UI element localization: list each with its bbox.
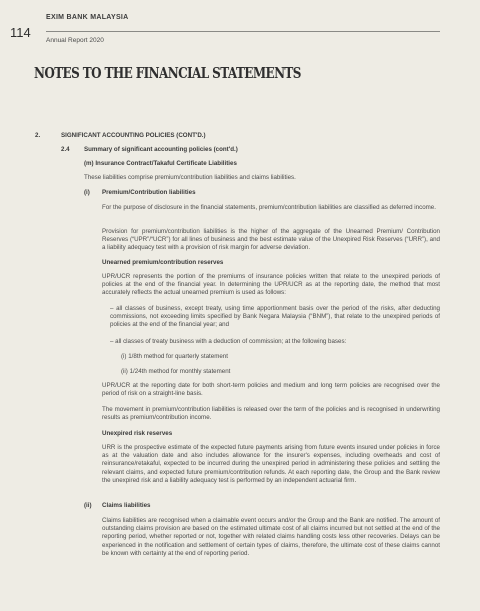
item-m-heading: (m) Insurance Contract/Takaful Certificate Liabilities <box>84 160 237 167</box>
subsection-number: 2.4 <box>61 146 70 153</box>
page-number: 114 <box>10 25 31 40</box>
section-number: 2. <box>35 132 41 139</box>
sub-list-item: (i) 1/8th method for quarterly statement <box>121 353 228 360</box>
item-ii-number: (ii) <box>84 502 92 509</box>
sub-list-item: (ii) 1/24th method for monthly statement <box>121 368 231 375</box>
item-ii-heading: Claims liabilities <box>102 502 151 509</box>
section-heading: SIGNIFICANT ACCOUNTING POLICIES (CONT'D.) <box>61 132 206 139</box>
item-m-intro: These liabilities comprise premium/contribution liabilities and claims liabilities. <box>84 174 296 181</box>
bullet-item: – all classes of business, except treaty, using time apportionment basis over the period of the risks, after deducting commissions, not exceeding limits specified by Bank Negara Malaysia (“BNM”), that relate to the unexpired periods of policies at the end of the financial year; and <box>110 305 440 329</box>
bullet-item: – all classes of treaty business with a deduction of commission; at the following bases: <box>110 338 347 345</box>
header-divider <box>46 31 440 32</box>
item-i-paragraph-4: UPR/UCR at the reporting date for both short-term policies and medium and long term policies are recognised over the period of risk on a straight-line basis. <box>102 382 440 398</box>
page-header <box>0 0 480 60</box>
bank-name: EXIM BANK MALAYSIA <box>46 14 129 21</box>
unexpired-reserves-heading: Unexpired risk reserves <box>102 430 173 437</box>
subsection-heading: Summary of significant accounting policies (cont'd.) <box>84 146 238 153</box>
item-i-number: (i) <box>84 189 90 196</box>
item-i-paragraph-2: Provision for premium/contribution liabilities is the higher of the aggregate of the Unearned Premium/ Contribution Reserves (“UPR”/“UCR”) for all lines of business and the best estimate value of the Unexpired Risk Reserves (“URR”), and a liability adequacy test with a provision of risk margin for adverse deviation. <box>102 228 440 252</box>
item-i-paragraph-1: For the purpose of disclosure in the financial statements, premium/contribution liabilities are classified as deferred income. <box>102 204 436 211</box>
unearned-reserves-heading: Unearned premium/contribution reserves <box>102 259 224 266</box>
report-name: Annual Report 2020 <box>46 37 104 44</box>
item-i-heading: Premium/Contribution liabilities <box>102 189 196 196</box>
item-ii-paragraph-1: Claims liabilities are recognised when a claimable event occurs and/or the Group and the Bank are notified. The amount of outstanding claims provision are based on the estimated ultimate cost of all claims incurred but not settled at the end of the reporting period, whether reported or not, together with related claims handling costs less other recoveries. Delays can be experienced in the notification and settlement of certain types of claims, therefore, the ultimate cost of these claims cannot be known with certainty at the end of reporting period. <box>102 517 440 557</box>
item-i-paragraph-5: The movement in premium/contribution liabilities is released over the term of the policies and is recognised in underwriting results as premium/contribution income. <box>102 406 440 422</box>
page-title: NOTES TO THE FINANCIAL STATEMENTS <box>34 64 301 82</box>
item-i-paragraph-6: URR is the prospective estimate of the expected future payments arising from future events insured under policies in force as at the valuation date and also includes allowance for the insurer's expenses, including overheads and cost of reinsurance/retakaful, expected to be incurred during the unexpired period in administering these policies and settling the relevant claims, and expected future premium/contribution refunds. At each reporting date, the Group and the Bank review the unexpired risk and a liability adequacy test is performed by an independent actuarial firm. <box>102 444 440 484</box>
item-i-paragraph-3: UPR/UCR represents the portion of the premiums of insurance policies written that relate to the unexpired periods of policies at the end of the financial year. In determining the UPR/UCR as at the reporting date, the method that most accurately reflects the actual unearned premium is used as follows: <box>102 273 440 297</box>
